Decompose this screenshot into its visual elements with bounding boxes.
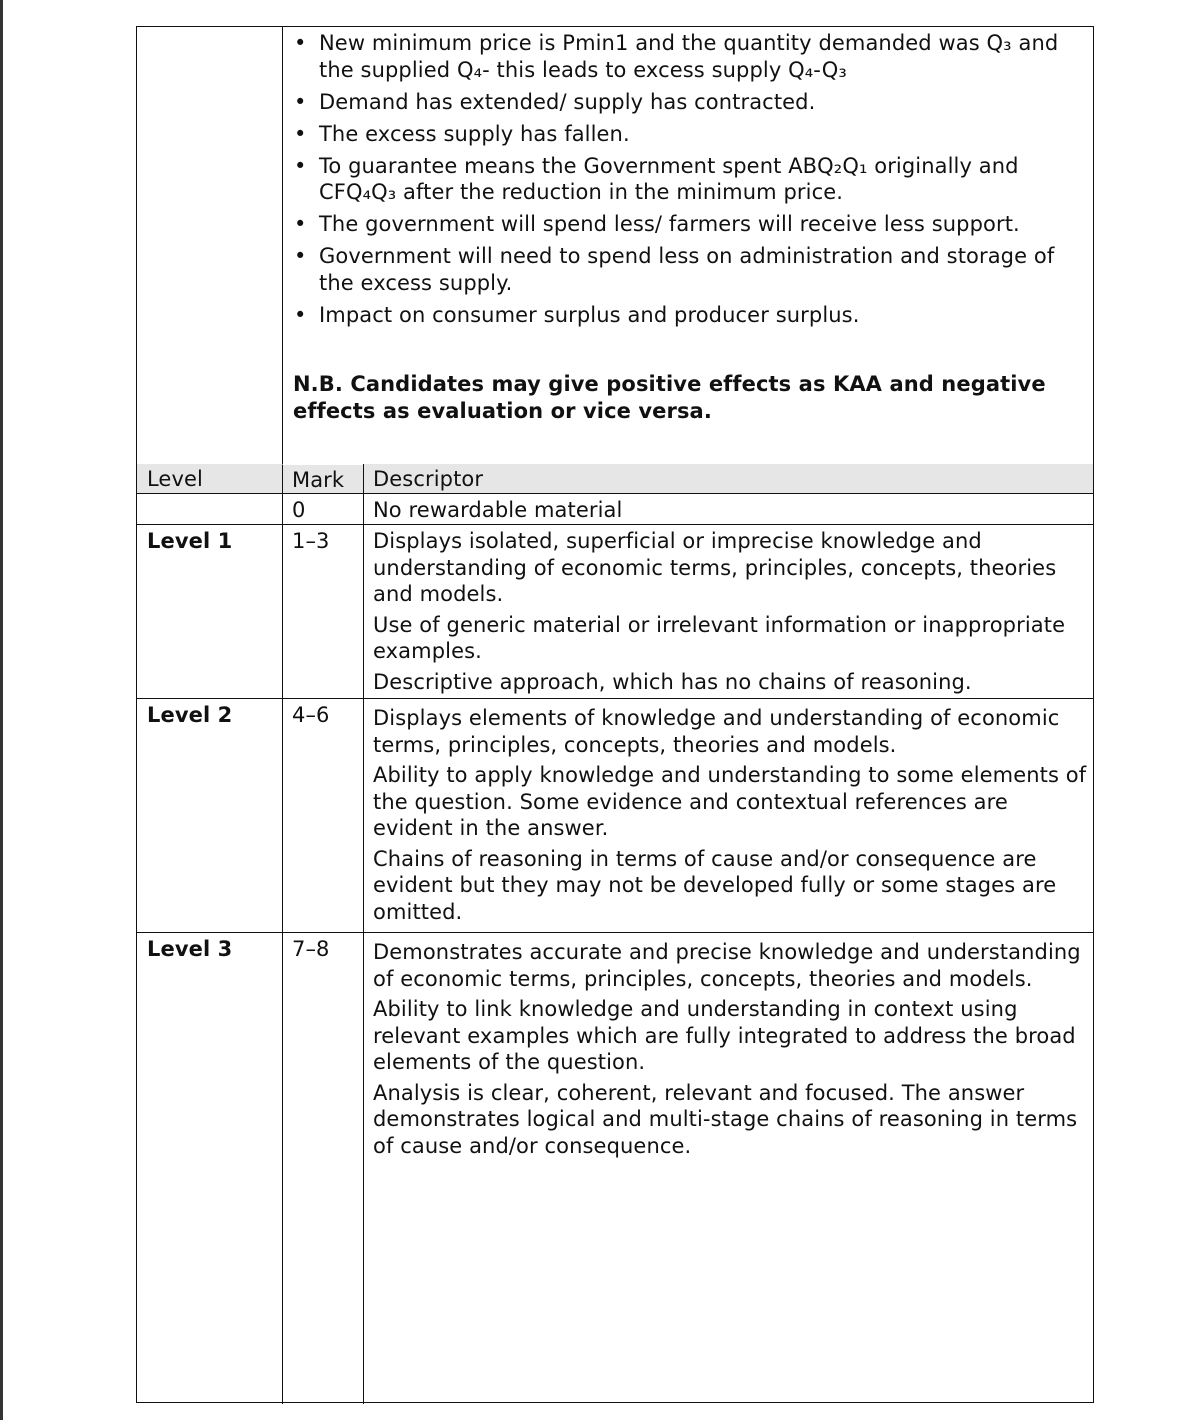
mark-cell: 0 <box>282 494 363 524</box>
descriptor-text: Demonstrates accurate and precise knowledge and understanding of economic terms, principles, concepts, theories and models. <box>373 940 1081 991</box>
descriptor-text: Displays elements of knowledge and understanding of economic terms, principles, concepts, theories and models. <box>373 706 1060 757</box>
nb-note: N.B. Candidates may give positive effects as KAA and negative effects as evaluation or vice versa. <box>293 372 1046 423</box>
header-level: Level <box>147 467 203 491</box>
mark-scheme-table <box>136 26 1094 1403</box>
descriptor-text: Ability to apply knowledge and understanding to some elements of the question. Some evidence and contextual references are evident in the answer. <box>373 763 1087 840</box>
bullet-item: • The government will spend less/ farmers will receive less support. <box>293 211 1093 238</box>
level-cell: Level 2 <box>147 703 233 727</box>
header-descriptor: Descriptor <box>363 464 1093 493</box>
mark-cell: 1–3 <box>282 525 363 698</box>
empty-question-cell <box>137 27 283 464</box>
descriptor-cell <box>363 699 1093 932</box>
mark-cell: 7–8 <box>282 933 363 1404</box>
descriptor-text: Chains of reasoning in terms of cause and/or consequence are evident but they may not be developed fully or some stages are omitted. <box>373 846 1057 924</box>
indicative-content-list <box>293 30 1093 334</box>
level-cell: Level 1 <box>147 529 233 553</box>
level-cell: Level 3 <box>147 937 233 961</box>
table-row-level-2 <box>137 699 1093 933</box>
bullet-item: • To guarantee means the Government spent ABQ₂Q₁ originally and CFQ₄Q₃ after the reduction in the minimum price. <box>293 153 1093 206</box>
bullet-item: • The excess supply has fallen. <box>293 121 1093 148</box>
levels-header-row <box>137 464 1093 494</box>
level-cell <box>137 494 282 524</box>
table-row-level-3 <box>137 933 1093 1404</box>
descriptor-cell <box>363 933 1093 1404</box>
descriptor-cell <box>363 525 1093 698</box>
descriptor-text: Use of generic material or irrelevant information or inappropriate examples. <box>373 612 1066 663</box>
bullet-item: • Government will need to spend less on administration and storage of the excess supply. <box>293 243 1093 296</box>
descriptor-cell: No rewardable material <box>363 494 1093 524</box>
descriptor-text: Descriptive approach, which has no chains of reasoning. <box>373 669 972 694</box>
bullet-item: • Impact on consumer surplus and producer surplus. <box>293 302 1093 329</box>
indicative-content-row <box>137 27 1093 464</box>
descriptor-text: Ability to link knowledge and understanding in context using relevant examples which are fully integrated to address the broad elements of the question. <box>373 997 1076 1074</box>
descriptor-text: Analysis is clear, coherent, relevant and focused. The answer demonstrates logical and multi-stage chains of reasoning in terms of cause and/or consequence. <box>373 1080 1078 1158</box>
table-row-level-1 <box>137 525 1093 699</box>
descriptor-text: Displays isolated, superficial or imprecise knowledge and understanding of economic terms, principles, concepts, theories and models. <box>373 529 1057 606</box>
bullet-item: • Demand has extended/ supply has contracted. <box>293 89 1093 116</box>
bullet-item: • New minimum price is Pmin1 and the quantity demanded was Q₃ and the supplied Q₄- this leads to excess supply Q₄-Q₃ <box>293 30 1093 83</box>
window-edge <box>0 0 3 1420</box>
table-row-level-0 <box>137 494 1093 525</box>
header-mark: Mark <box>282 464 363 493</box>
indicative-content-cell <box>283 27 1093 464</box>
mark-cell: 4–6 <box>282 699 363 932</box>
